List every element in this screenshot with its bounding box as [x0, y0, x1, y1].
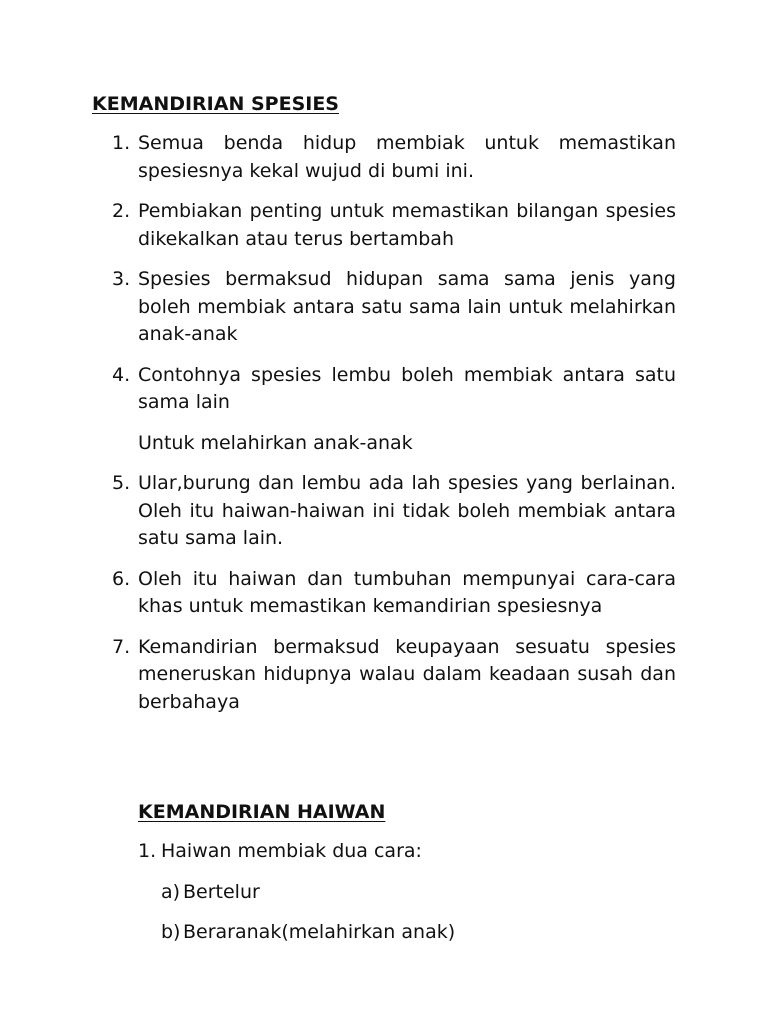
method-item: [161, 879, 676, 907]
list-item-text: Ular,burung dan lembu ada lah spesies yang berlainan. Oleh itu haiwan-haiwan ini tidak boleh membiak antara satu sama lain.: [138, 472, 676, 549]
list-item-text: Oleh itu haiwan dan tumbuhan mempunyai cara-cara khas untuk memastikan kemandirian spesiesnya: [138, 567, 676, 617]
list-item: [92, 266, 676, 349]
list-item-text: Semua benda hidup membiak untuk memastikan spesiesnya kekal wujud di bumi ini.: [138, 132, 676, 182]
list-item-text: Contohnya spesies lembu boleh membiak antara satu sama lain: [138, 363, 676, 413]
list-item: [92, 470, 676, 553]
list-item-text: Haiwan membiak dua cara:: [161, 840, 422, 862]
list-item: [92, 198, 676, 253]
list-item-number: 6.: [112, 567, 131, 590]
list-item-text: Spesies bermaksud hidupan sama sama jenis yang boleh membiak antara satu sama lain untuk melahirkan anak-anak: [138, 268, 676, 345]
heading-kemandirian-haiwan: KEMANDIRIAN HAIWAN: [138, 801, 386, 823]
method-letter: a): [161, 880, 181, 903]
list-item: [92, 634, 676, 717]
animal-list: [138, 838, 676, 960]
list-item: [92, 130, 676, 185]
list-item-number: 2.: [112, 200, 131, 222]
method-item: [161, 919, 676, 947]
list-item-text: Kemandirian bermaksud keupayaan sesuatu spesies meneruskan hidupnya walau dalam keadaan susah dan berbahaya: [138, 635, 676, 713]
list-item-number: 1.: [112, 132, 131, 154]
method-text: Bertelur: [183, 880, 260, 903]
list-item-text: Pembiakan penting untuk memastikan bilangan spesies dikekalkan atau terus bertambah: [138, 200, 676, 250]
method-list: [161, 879, 676, 947]
list-item: [92, 362, 676, 417]
list-item-number: 5.: [112, 472, 131, 494]
list-item-number: 3.: [112, 268, 131, 290]
method-letter: b): [161, 921, 181, 943]
continuation-paragraph: Untuk melahirkan anak-anak: [138, 431, 413, 454]
heading-kemandirian-spesies: KEMANDIRIAN SPESIES: [92, 93, 339, 115]
list-item-number: 4.: [112, 363, 131, 386]
method-text: Beraranak(melahirkan anak): [183, 921, 456, 943]
list-item: [92, 566, 676, 621]
list-item: [138, 838, 676, 947]
list-item-number: 7.: [112, 635, 131, 658]
list-item-number: 1.: [138, 840, 157, 862]
species-list: [92, 130, 676, 729]
